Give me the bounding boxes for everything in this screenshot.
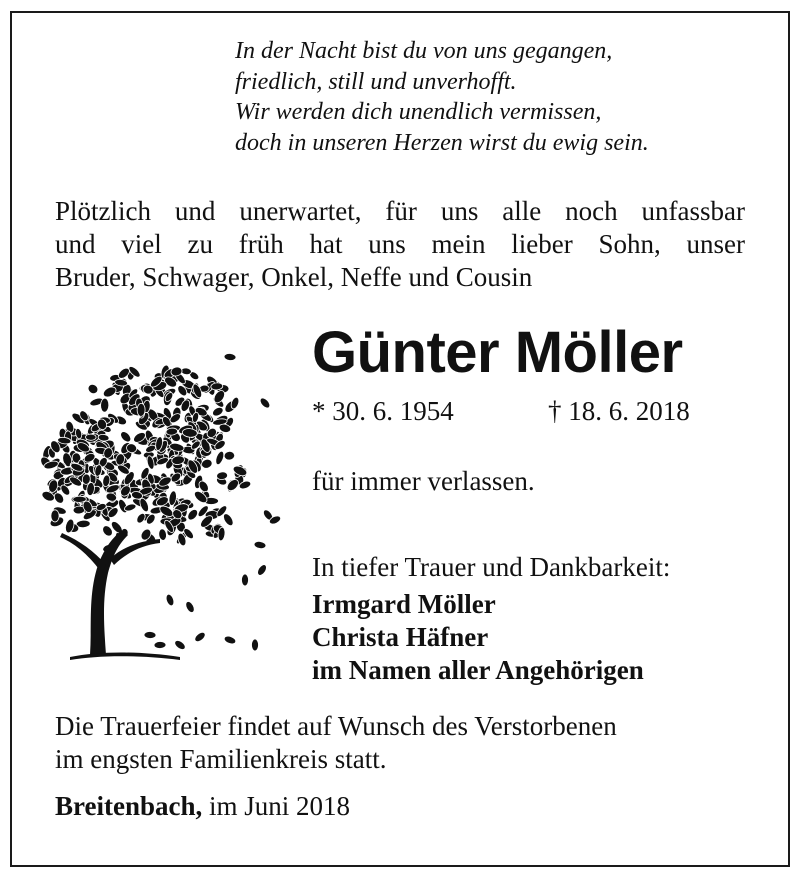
closing-line: im engsten Familienkreis statt. [55,744,387,774]
tree-trunk [60,530,180,660]
intro-text [55,195,745,294]
closing-text [55,710,617,776]
closing-line: Die Trauerfeier findet auf Wunsch des Verstorbenen [55,711,617,741]
windblown-tree-icon [30,345,285,665]
mourner-name: im Namen aller Angehörigen [312,655,644,685]
mourners-heading: In tiefer Trauer und Dankbarkeit: [312,552,671,582]
intro-line: und viel zu früh hat uns mein lieber Sohn, unser [55,229,745,259]
birth-date: * 30. 6. 1954 [312,396,454,426]
poem-line: Wir werden dich unendlich vermissen, [235,99,602,125]
mourner-name: Christa Häfner [312,622,489,652]
place-date [55,790,350,823]
poem-line: doch in unseren Herzen wirst du ewig sein. [235,129,649,156]
poem-line: friedlich, still und unverhofft. [235,68,517,95]
death-date: † 18. 6. 2018 [548,396,690,426]
left-phrase: für immer verlassen. [312,466,535,496]
intro-line: Plötzlich und unerwartet, für uns alle noch unfassbar [55,196,745,226]
tree-canopy [39,364,249,553]
town: Breitenbach, [55,791,203,821]
mourner-name: Irmgard Möller [312,589,496,619]
poem [235,36,765,158]
notice-date: im Juni 2018 [202,791,351,821]
poem-line: In der Nacht bist du von uns gegangen, [235,38,613,64]
intro-line: Bruder, Schwager, Onkel, Neffe und Cousin [55,262,533,292]
deceased-name: Günter Möller [312,320,683,385]
